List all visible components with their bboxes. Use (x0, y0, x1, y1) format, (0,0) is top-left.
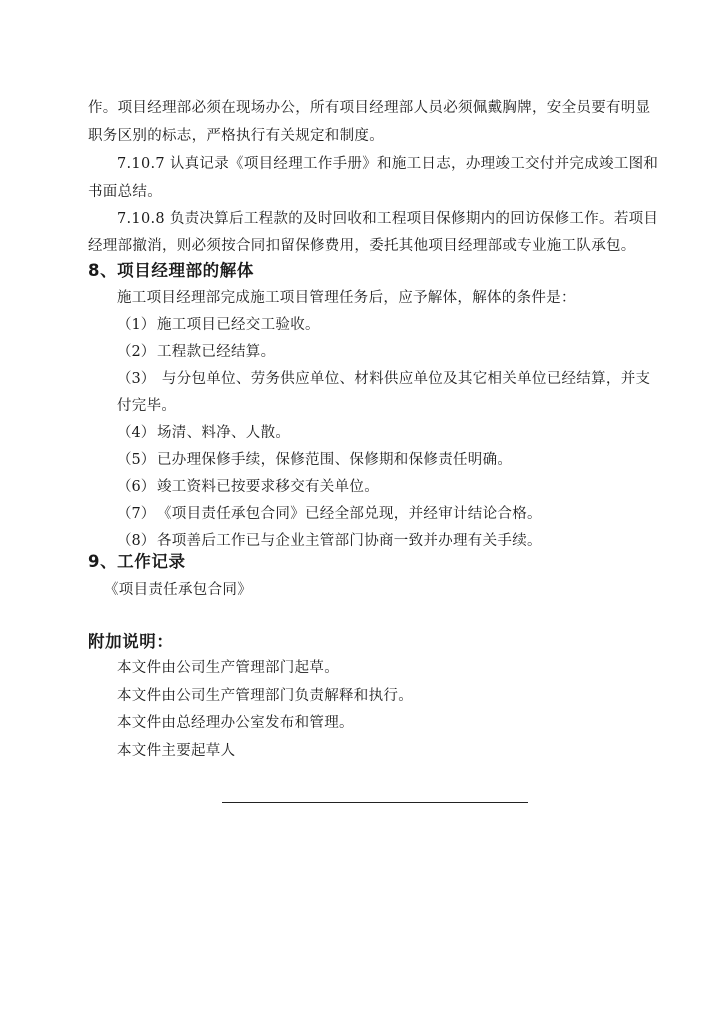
item-text: 与分包单位、劳务供应单位、材料供应单位及其它相关单位已经结算，并支 (157, 371, 651, 387)
paragraph-line: 经理部撤消，则必须按合同扣留保修费用，委托其他项目经理部或专业施工队承包。 (88, 238, 636, 254)
list-item (117, 504, 542, 524)
item-text: 施工项目已经交工验收。 (157, 317, 320, 333)
section-9-heading: 9、工作记录 (88, 552, 186, 571)
list-item (117, 423, 290, 443)
section-8-intro: 施工项目经理部完成施工项目管理任务后，应予解体，解体的条件是： (117, 290, 576, 306)
clause-7-10-7: 7.10.7 认真记录《项目经理工作手册》和施工日志，办理竣工交付并完成竣工图和 (117, 156, 659, 172)
item-number: （5） (117, 452, 156, 468)
paragraph-line: 书面总结。 (88, 184, 162, 200)
item-number: （7） (117, 506, 156, 522)
list-item (117, 477, 379, 497)
item-number: （8） (117, 533, 156, 549)
item-number: （6） (117, 479, 156, 495)
work-record: 《项目责任承包合同》 (104, 582, 252, 598)
item-text: 各项善后工作已与企业主管部门协商一致并办理有关手续。 (157, 533, 542, 549)
appendix-line: 本文件由公司生产管理部门负责解释和执行。 (117, 688, 413, 704)
list-item-continuation: 付完毕。 (117, 398, 177, 414)
item-text: 场清、料净、人散。 (157, 425, 291, 441)
appendix-line: 本文件由总经理办公室发布和管理。 (117, 715, 354, 731)
list-item (117, 342, 275, 362)
paragraph-line: 职务区别的标志，严格执行有关规定和制度。 (88, 128, 384, 144)
clause-7-10-8: 7.10.8 负责决算后工程款的及时回收和工程项目保修期内的回访保修工作。若项目 (117, 211, 659, 227)
appendix-line: 本文件由公司生产管理部门起草。 (117, 660, 339, 676)
item-number: （2） (117, 344, 156, 360)
item-number: （4） (117, 425, 156, 441)
list-item (117, 315, 320, 335)
item-text: 已办理保修手续，保修范围、保修期和保修责任明确。 (157, 452, 513, 468)
list-item (117, 450, 512, 470)
list-item (117, 531, 542, 551)
item-text: 工程款已经结算。 (157, 344, 276, 360)
item-number: （3） (117, 371, 156, 387)
item-number: （1） (117, 317, 156, 333)
list-item (117, 369, 650, 389)
appendix-heading: 附加说明： (88, 632, 174, 651)
item-text: 《项目责任承包合同》已经全部兑现，并经审计结论合格。 (157, 506, 542, 522)
signature-divider (222, 802, 528, 803)
appendix-line: 本文件主要起草人 (117, 743, 236, 759)
section-8-heading: 8、项目经理部的解体 (88, 261, 254, 280)
item-text: 竣工资料已按要求移交有关单位。 (157, 479, 379, 495)
paragraph-line: 作。项目经理部必须在现场办公，所有项目经理部人员必须佩戴胸牌，安全员要有明显 (88, 100, 651, 116)
